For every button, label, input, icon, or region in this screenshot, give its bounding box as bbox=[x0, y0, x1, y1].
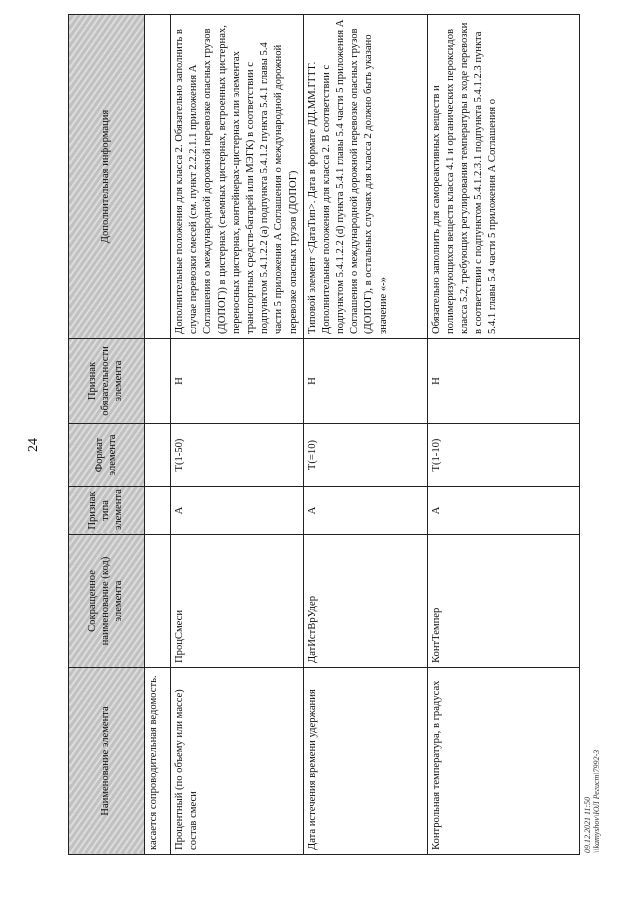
cell-element-type: А bbox=[171, 487, 304, 535]
cell-additional-info: Обязательно заполнить для самореактивных веществ и полимеризующихся веществ класса 4.1 и органических пероксидов класса 5.2, требующих регулирования температуры в ходе перевозки в соответствии с подпунктом 5.4.1.2.3.1 подпункта 5.4.1.2.3 пункта 5.4.1 главы 5.4 части 5 приложения А Соглашения о bbox=[427, 15, 579, 339]
cell-additional-info bbox=[145, 15, 171, 339]
header-element-type: Признак типа элемента bbox=[69, 487, 145, 535]
header-element-required: Признак обязательности элемента bbox=[69, 339, 145, 424]
header-additional-info: Дополнительная информация bbox=[69, 15, 145, 339]
table-header-row bbox=[69, 15, 145, 855]
cell-element-name: касается сопроводительная ведомость. bbox=[145, 668, 171, 855]
header-element-code: Сокращенное наименование (код) элемента bbox=[69, 535, 145, 668]
cell-element-format: Т(1-50) bbox=[171, 424, 304, 487]
table-row bbox=[303, 15, 427, 855]
cell-element-format bbox=[145, 424, 171, 487]
cell-element-code: КонтТемпер bbox=[427, 535, 579, 668]
footer-file-path: \\kamyshov\ЮЛ Регист\7992-3 bbox=[592, 749, 602, 853]
cell-additional-info: Дополнительные положения для класса 2. Обязательно заполнить в случае перевозки смесей (см. пункт 2.2.2.1.1 приложения А Соглашения о международной дорожной перевозке опасных грузов (ДОПОГ)) в цистернах (съемных цистернах, встроенных цистернах, переносных цистернах, контейнерах-цистернах или элементах транспортных средств-батарей или МЭГК) в соответствии с подпунктом 5.4.1.2.2 (а) подпункта 5.4.1.2 пункта 5.4.1 главы 5.4 части 5 приложения А Соглашения о международной дорожной перевозке опасных грузов (ДОПОГ) bbox=[171, 15, 304, 339]
cell-element-name: Дата истечения времени удержания bbox=[303, 668, 427, 855]
cell-element-required: Н bbox=[171, 339, 304, 424]
cell-element-code bbox=[145, 535, 171, 668]
footer-stamp bbox=[583, 750, 601, 853]
cell-element-name: Процентный (по объему или массе) состав смеси bbox=[171, 668, 304, 855]
table-row bbox=[427, 15, 579, 855]
footer-timestamp: 09.12.2021 11:50 bbox=[583, 796, 592, 853]
cell-element-required: Н bbox=[303, 339, 427, 424]
cell-element-code: ПроцСмеси bbox=[171, 535, 304, 668]
cell-element-required: Н bbox=[427, 339, 579, 424]
cell-element-type: А bbox=[303, 487, 427, 535]
cell-element-name: Контрольная температура, в градусах bbox=[427, 668, 579, 855]
cell-element-required bbox=[145, 339, 171, 424]
cell-additional-info: Типовой элемент <ДатаТип>. Дата в формате ДД.ММ.ГГГГ. Дополнительные положения для класса 2. В соответствии с подпунктом 5.4.1.2.2 (d) пункта 5.4.1 главы 5.4 части 5 приложения А Соглашения о международной дорожной перевозке опасных грузов (ДОПОГ), в остальных случаях для класса 2 должно быть указано значение «-» bbox=[303, 15, 427, 339]
page-number: 24 bbox=[26, 438, 41, 452]
cell-element-format: Т(=10) bbox=[303, 424, 427, 487]
header-element-format: Формат элемента bbox=[69, 424, 145, 487]
cell-element-type bbox=[145, 487, 171, 535]
table-row bbox=[171, 15, 304, 855]
table-row bbox=[145, 15, 171, 855]
header-element-name: Наименование элемента bbox=[69, 668, 145, 855]
cell-element-format: Т(1-10) bbox=[427, 424, 579, 487]
cell-element-code: ДатИстВрУдер bbox=[303, 535, 427, 668]
cell-element-type: А bbox=[427, 487, 579, 535]
elements-table bbox=[68, 14, 580, 855]
